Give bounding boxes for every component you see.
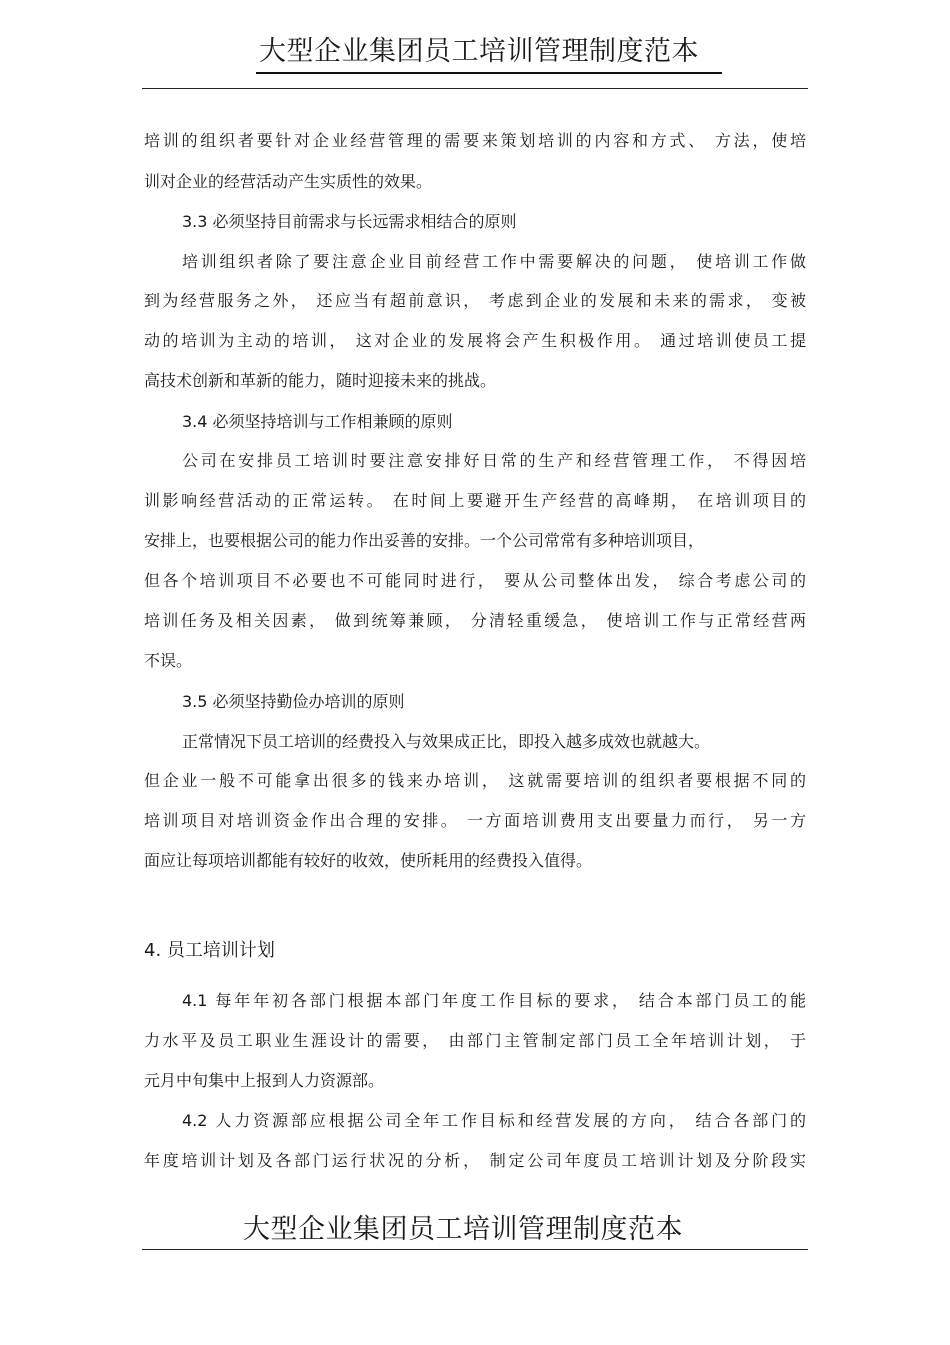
- body-line: 不误。: [144, 651, 193, 670]
- body-line: 年度培训计划及各部门运行状况的分析， 制定公司年度员工培训计划及分阶段实: [144, 1151, 806, 1170]
- body-line: 但各个培训项目不必要也不可能同时进行， 要从公司整体出发， 综合考虑公司的: [144, 571, 806, 590]
- body-line: 4.1 每年年初各部门根据本部门年度工作目标的要求， 结合本部门员工的能: [182, 991, 806, 1010]
- body-line: 培训组织者除了要注意企业目前经营工作中需要解决的问题， 使培训工作做: [182, 252, 806, 271]
- body-line: 但企业一般不可能拿出很多的钱来办培训， 这就需要培训的组织者要根据不同的: [144, 771, 806, 790]
- body-line: 到为经营服务之外， 还应当有超前意识， 考虑到企业的发展和未来的需求， 变被: [144, 291, 806, 310]
- header-rule: [142, 88, 808, 89]
- subsection-heading-3-5: 3.5 必须坚持勤俭办培训的原则: [182, 692, 405, 711]
- body-line: 力水平及员工职业生涯设计的需要， 由部门主管制定部门员工全年培训计划， 于: [144, 1031, 806, 1050]
- body-line: 4.2 人力资源部应根据公司全年工作目标和经营发展的方向， 结合各部门的: [182, 1111, 806, 1130]
- body-line: 正常情况下员工培训的经费投入与效果成正比，即投入越多成效也就越大。: [182, 732, 711, 751]
- body-line: 训影响经营活动的正常运转。 在时间上要避开生产经营的高峰期， 在培训项目的: [144, 491, 806, 510]
- footer-rule: [142, 1249, 808, 1250]
- body-line: 面应让每项培训都能有较好的收效，使所耗用的经费投入值得。: [144, 851, 593, 870]
- body-line: 培训的组织者要针对企业经营管理的需要来策划培训的内容和方式、 方法，使培: [144, 131, 806, 150]
- body-line: 高技术创新和革新的能力，随时迎接未来的挑战。: [144, 371, 497, 390]
- body-line: 安排上，也要根据公司的能力作出妥善的安排。一个公司常常有多种培训项目，: [144, 531, 705, 550]
- body-line: 培训任务及相关因素， 做到统筹兼顾， 分清轻重缓急， 使培训工作与正常经营两: [144, 611, 806, 630]
- body-line: 培训项目对培训资金作出合理的安排。 一方面培训费用支出要量力而行， 另一方: [144, 811, 806, 830]
- footer-title: 大型企业集团员工培训管理制度范本: [243, 1214, 683, 1245]
- body-line: 公司在安排员工培训时要注意安排好日常的生产和经营管理工作， 不得因培: [182, 451, 806, 470]
- subsection-heading-3-3: 3.3 必须坚持目前需求与长远需求相结合的原则: [182, 212, 517, 231]
- subsection-heading-3-4: 3.4 必须坚持培训与工作相兼顾的原则: [182, 412, 453, 431]
- section-heading-4: 4. 员工培训计划: [144, 940, 275, 961]
- body-line: 动的培训为主动的培训， 这对企业的发展将会产生积极作用。 通过培训使员工提: [144, 331, 806, 350]
- header-title: 大型企业集团员工培训管理制度范本: [259, 36, 699, 67]
- body-line: 元月中旬集中上报到人力资源部。: [144, 1071, 385, 1090]
- header-title-underline: [256, 72, 722, 74]
- body-line: 训对企业的经营活动产生实质性的效果。: [144, 172, 433, 191]
